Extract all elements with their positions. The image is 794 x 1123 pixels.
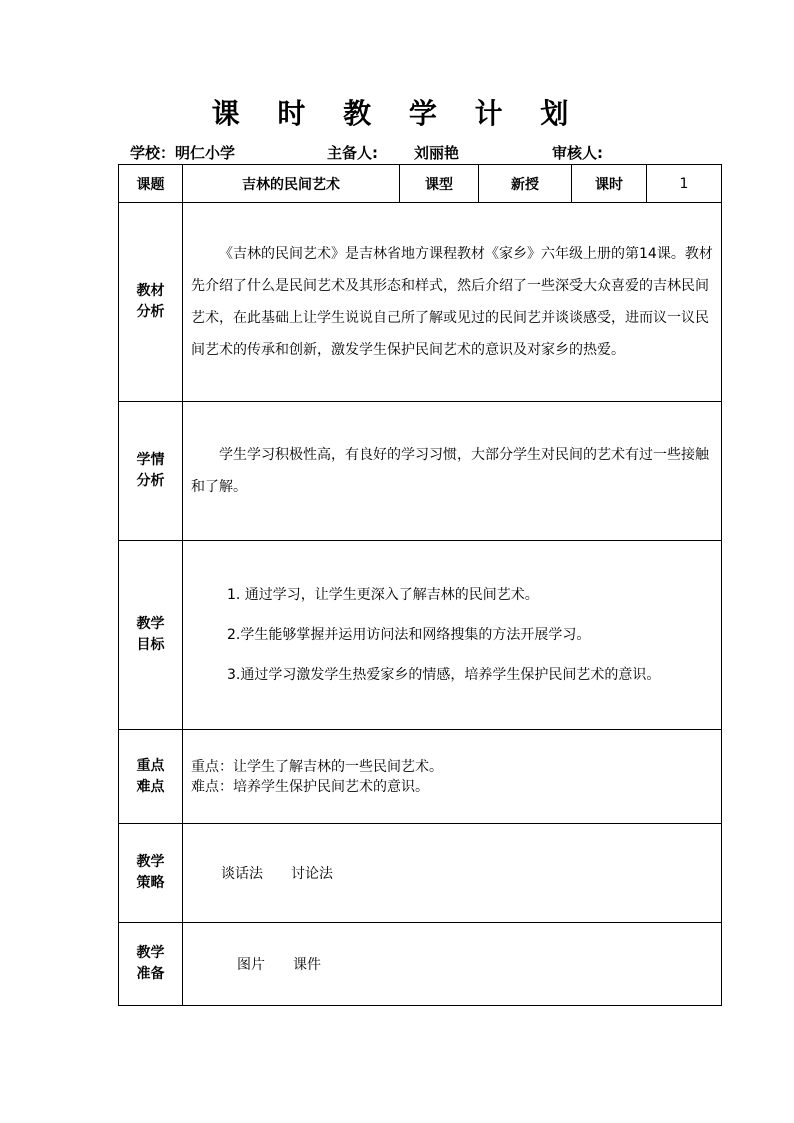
strategy-row (119, 824, 722, 923)
teaching-goals-label: 教学 目标 (119, 541, 183, 730)
difficulty-text: 难点：培养学生保护民间艺术的意识。 (191, 778, 429, 795)
textbook-analysis-label: 教材 分析 (119, 203, 183, 402)
student-analysis-text: 学生学习积极性高，有良好的学习习惯，大部分学生对民间的艺术有过一些接触和了解。 (191, 447, 709, 495)
type-value: 新授 (479, 165, 572, 203)
student-analysis-cell (183, 402, 722, 541)
goal-item: 2.学生能够掌握并运用访问法和网络搜集的方法开展学习。 (227, 627, 591, 643)
reviewer-label: 审核人: (552, 144, 603, 162)
key-points-label: 重点 难点 (119, 730, 183, 824)
school-field: 学校：明仁小学 (130, 144, 236, 162)
key-point-text: 重点：让学生了解吉林的一些民间艺术。 (191, 758, 443, 775)
key-points-row (119, 730, 722, 824)
period-label: 课时 (572, 165, 647, 203)
header-row (119, 165, 722, 203)
student-analysis-label: 学情 分析 (119, 402, 183, 541)
strategy-label: 教学 策略 (119, 824, 183, 923)
goal-item: 3.通过学习激发学生热爱家乡的情感，培养学生保护民间艺术的意识。 (227, 667, 661, 683)
teaching-goals-cell (183, 541, 722, 730)
preparation-row (119, 923, 722, 1006)
key-points-cell (183, 730, 722, 824)
page-title: 课 时 教 学 计 划 (211, 97, 583, 130)
preparation-label: 教学 准备 (119, 923, 183, 1006)
textbook-analysis-cell (183, 203, 722, 402)
preparer-label: 主备人: (327, 144, 378, 162)
lesson-plan-table (118, 164, 722, 1006)
preparation-cell (183, 923, 722, 1006)
textbook-analysis-text: 《吉林的民间艺术》是吉林省地方课程教材《家乡》六年级上册的第14课。教材先介绍了什么是民间艺术及其形态和样式，然后介绍了一些深受大众喜爱的吉林民间艺术，在此基础上让学生说说自己所了解或见过的民间艺并谈谈感受，进而议一议民间艺术的传承和创新，激发学生保护民间艺术的意识及对家乡的热爱。 (191, 246, 713, 358)
type-label: 课型 (400, 165, 479, 203)
teaching-goals-row (119, 541, 722, 730)
strategy-text: 谈话法 讨论法 (221, 866, 333, 882)
preparer-name: 刘丽艳 (414, 144, 460, 162)
topic-label: 课题 (119, 165, 183, 203)
textbook-analysis-row (119, 203, 722, 402)
student-analysis-row (119, 402, 722, 541)
strategy-cell (183, 824, 722, 923)
preparation-text: 图片 课件 (237, 957, 321, 973)
topic-value: 吉林的民间艺术 (183, 165, 400, 203)
period-value: 1 (647, 165, 722, 203)
goal-item: 1. 通过学习，让学生更深入了解吉林的民间艺术。 (227, 587, 539, 603)
